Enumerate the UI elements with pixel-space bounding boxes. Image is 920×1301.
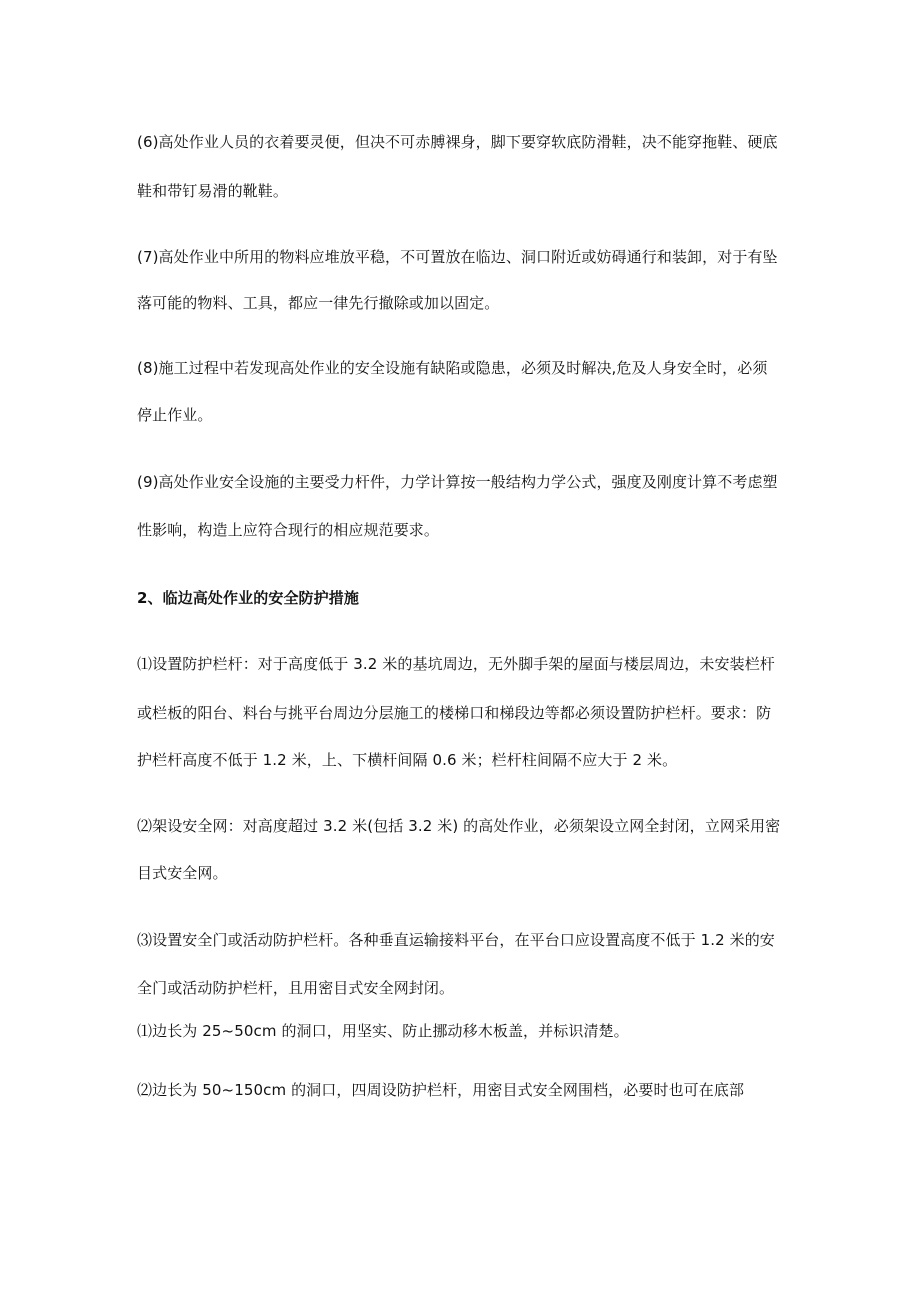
paragraph-8-line-2: 停止作业。 [137, 406, 213, 424]
item-1-line-1: ⑴设置防护栏杆：对于高度低于 3.2 米的基坑周边，无外脚手架的屋面与楼层周边，未安装栏杆 [137, 655, 775, 673]
paragraph-9-line-1: (9)高处作业安全设施的主要受力杆件，力学计算按一般结构力学公式，强度及刚度计算不考虑塑 [137, 473, 778, 491]
section-heading: 2、临边高处作业的安全防护措施 [137, 589, 359, 607]
hole-item-2: ⑵边长为 50~150cm 的洞口，四周设防护栏杆，用密目式安全网围档，必要时也可在底部 [137, 1081, 745, 1099]
paragraph-7-line-1: (7)高处作业中所用的物料应堆放平稳，不可置放在临边、洞口附近或妨碍通行和装卸，对于有坠 [137, 248, 778, 266]
item-1-line-3: 护栏杆高度不低于 1.2 米，上、下横杆间隔 0.6 米；栏杆柱间隔不应大于 2 米。 [137, 751, 678, 769]
paragraph-7-line-2: 落可能的物料、工具，都应一律先行撤除或加以固定。 [137, 294, 500, 312]
item-3-line-2: 全门或活动防护栏杆，且用密目式安全网封闭。 [137, 979, 455, 997]
paragraph-8-line-1: (8)施工过程中若发现高处作业的安全设施有缺陷或隐患，必须及时解决,危及人身安全时，必须 [137, 359, 768, 377]
item-2-line-1: ⑵架设安全网：对高度超过 3.2 米(包括 3.2 米) 的高处作业，必须架设立网全封闭，立网采用密 [137, 817, 781, 835]
paragraph-6-line-1: (6)高处作业人员的衣着要灵便，但决不可赤膊裸身，脚下要穿软底防滑鞋，决不能穿拖鞋、硬底 [137, 133, 778, 151]
hole-item-1: ⑴边长为 25~50cm 的洞口，用坚实、防止挪动移木板盖，并标识清楚。 [137, 1022, 629, 1040]
item-1-line-2: 或栏板的阳台、料台与挑平台周边分层施工的楼梯口和梯段边等都必须设置防护栏杆。要求：防 [137, 704, 772, 722]
item-2-line-2: 目式安全网。 [137, 864, 228, 882]
paragraph-9-line-2: 性影响，构造上应符合现行的相应规范要求。 [137, 521, 440, 539]
item-3-line-1: ⑶设置安全门或活动防护栏杆。各种垂直运输接料平台，在平台口应设置高度不低于 1.2 米的安 [137, 931, 775, 949]
paragraph-6-line-2: 鞋和带钉易滑的靴鞋。 [137, 182, 289, 200]
